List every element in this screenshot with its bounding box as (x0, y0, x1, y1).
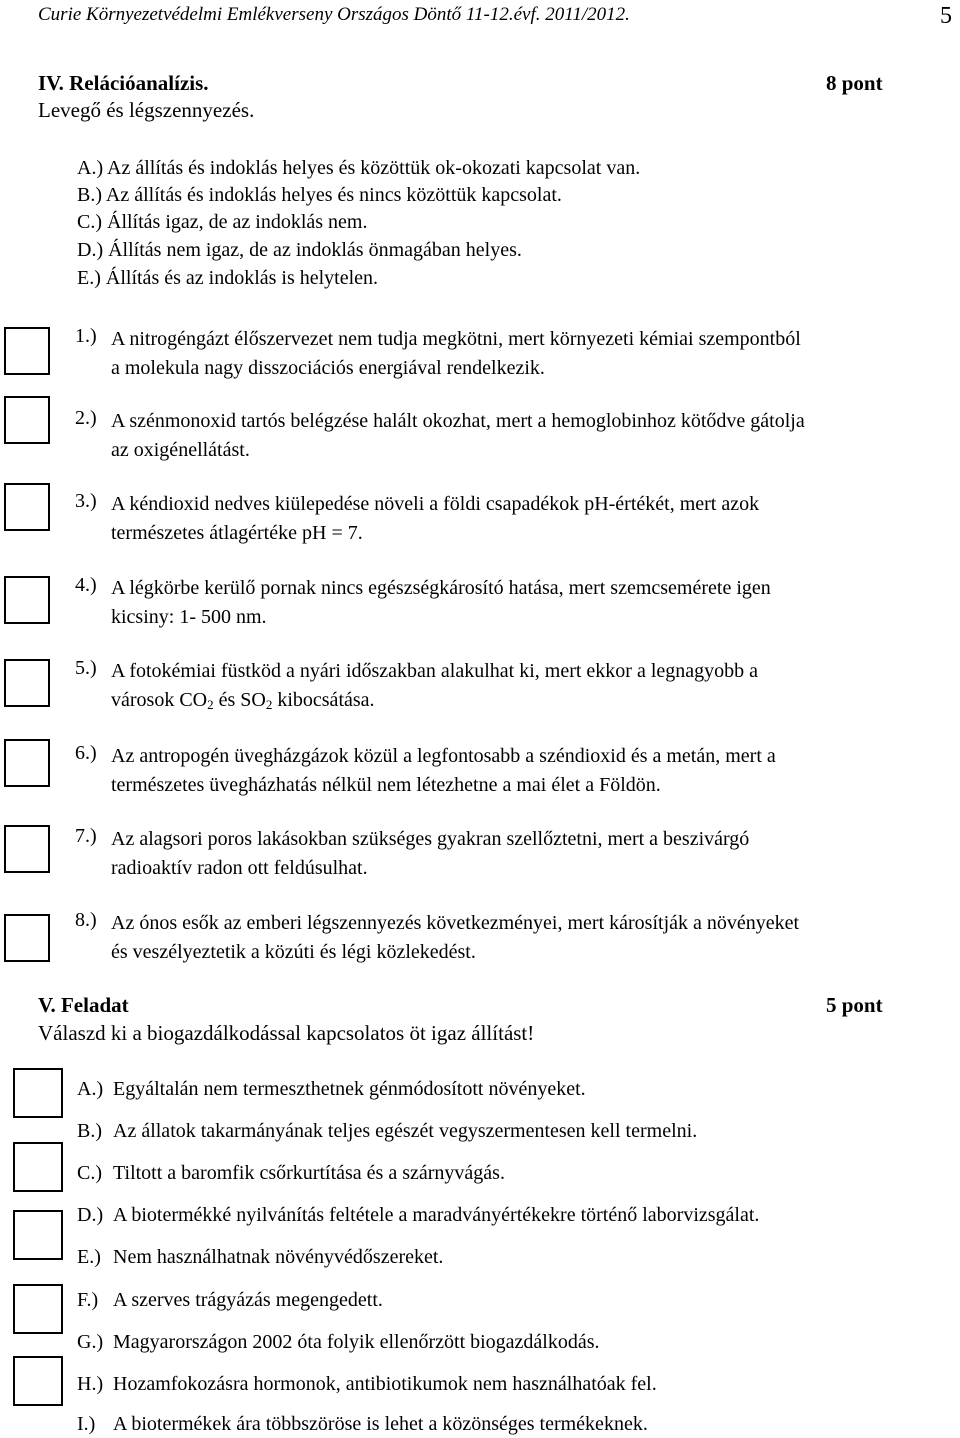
item-number: 6.) (75, 742, 97, 764)
answer-box-3[interactable] (4, 483, 50, 531)
answer-box-6[interactable] (4, 739, 50, 787)
answer-box-v-3[interactable] (13, 1210, 63, 1260)
key-text: Állítás és az indoklás is helytelen. (105, 267, 379, 289)
option-letter: E.) (77, 1246, 101, 1268)
key-item (77, 157, 640, 180)
answer-box-v-4[interactable] (13, 1284, 63, 1334)
option-item (77, 1328, 600, 1356)
option-item (77, 1201, 759, 1229)
option-item (77, 1075, 586, 1103)
item-number: 3.) (75, 490, 97, 512)
option-item (77, 1286, 383, 1314)
item-line: Az alagsori poros lakásokban szükséges gyakran szellőztetni, mert a beszivárgó (111, 828, 750, 850)
option-text: Egyáltalán nem termeszthetnek génmódosított növényeket. (113, 1078, 586, 1100)
key-letter: A.) (77, 157, 104, 179)
answer-box-v-5[interactable] (13, 1356, 63, 1406)
item-number: 1.) (75, 325, 97, 347)
answer-box-7[interactable] (4, 825, 50, 873)
section-iv-points: 8 pont (826, 71, 883, 95)
page-number: 5 (940, 3, 952, 29)
item-number: 2.) (75, 407, 97, 429)
option-letter: G.) (77, 1331, 104, 1353)
running-header: Curie Környezetvédelmi Emlékverseny Országos Döntő 11-12.évf. 2011/2012. (38, 4, 630, 25)
option-text: Nem használhatnak növényvédőszereket. (113, 1246, 444, 1268)
answer-box-v-1[interactable] (13, 1068, 63, 1118)
answer-box-8[interactable] (4, 914, 50, 962)
item-line: természetes átlagértéke pH = 7. (111, 522, 363, 544)
option-letter: I.) (77, 1413, 96, 1435)
section-iv-subtitle: Levegő és légszennyezés. (38, 98, 255, 122)
item-line (111, 686, 957, 715)
option-item (77, 1159, 505, 1187)
key-item (77, 184, 562, 207)
item-line: A fotokémiai füstköd a nyári időszakban alakulhat ki, mert ekkor a legnagyobb a (111, 660, 759, 682)
option-text: Tiltott a baromfik csőrkurtítása és a szárnyvágás. (113, 1162, 505, 1184)
item-number: 4.) (75, 574, 97, 596)
section-v-title: V. Feladat (38, 993, 129, 1017)
item-line: természetes üvegházhatás nélkül nem létezhetne a mai élet a Földön. (111, 774, 661, 796)
item-line: kicsiny: 1- 500 nm. (111, 606, 267, 628)
item-line: és veszélyeztetik a közúti és légi közlekedést. (111, 941, 476, 963)
item-number: 5.) (75, 657, 97, 679)
answer-box-2[interactable] (4, 396, 50, 444)
answer-box-1[interactable] (4, 327, 50, 375)
answer-box-5[interactable] (4, 659, 50, 707)
subscript: 2 (265, 697, 273, 712)
option-text: A biotermékek ára többszöröse is lehet a közönséges termékeknek. (113, 1413, 648, 1435)
item-number: 8.) (75, 909, 97, 931)
section-iv-title: IV. Relációanalízis. (38, 71, 209, 95)
option-letter: C.) (77, 1162, 102, 1184)
section-v-instruction: Válaszd ki a biogazdálkodással kapcsolatos öt igaz állítást! (38, 1021, 535, 1045)
item-text-part: kibocsátása. (272, 689, 375, 711)
item-line: A kéndioxid nedves kiülepedése növeli a földi csapadékok pH-értékét, mert azok (111, 493, 760, 515)
option-letter: A.) (77, 1078, 104, 1100)
option-text: Az állatok takarmányának teljes egészét vegyszermentesen kell termelni. (113, 1120, 698, 1142)
answer-box-v-2[interactable] (13, 1142, 63, 1192)
item-line: Az ónos esők az emberi légszennyezés következményei, mert károsítják a növényeket (111, 912, 800, 934)
key-letter: E.) (77, 267, 101, 289)
key-text: Az állítás és indoklás helyes és nincs közöttük kapcsolat. (105, 184, 562, 206)
key-text: Az állítás és indoklás helyes és közöttük ok-okozati kapcsolat van. (107, 157, 641, 179)
answer-box-4[interactable] (4, 576, 50, 624)
item-line: A szénmonoxid tartós belégzése halált okozhat, mert a hemoglobinhoz kötődve gátolja (111, 410, 805, 432)
option-item (77, 1370, 657, 1398)
option-item (77, 1243, 443, 1271)
key-text: Állítás igaz, de az indoklás nem. (107, 211, 368, 233)
key-letter: D.) (77, 239, 104, 261)
key-letter: B.) (77, 184, 102, 206)
item-line: az oxigénellátást. (111, 439, 250, 461)
key-text: Állítás nem igaz, de az indoklás önmagában helyes. (108, 239, 522, 261)
key-item (77, 239, 522, 262)
subscript: 2 (207, 697, 214, 712)
item-number: 7.) (75, 825, 97, 847)
item-line: a molekula nagy disszociációs energiával rendelkezik. (111, 357, 545, 379)
item-text-part: városok CO (111, 689, 208, 711)
section-v-points: 5 pont (826, 993, 883, 1017)
item-line: Az antropogén üvegházgázok közül a legfontosabb a széndioxid és a metán, mert a (111, 745, 776, 767)
item-line: A légkörbe kerülő pornak nincs egészségkárosító hatása, mert szemcsemérete igen (111, 577, 771, 599)
option-letter: B.) (77, 1120, 102, 1142)
key-item (77, 267, 378, 290)
option-item (77, 1117, 697, 1145)
option-text: Hozamfokozásra hormonok, antibiotikumok nem használhatóak fel. (113, 1373, 657, 1395)
item-text-part: és SO (213, 689, 266, 711)
item-line: A nitrogéngázt élőszervezet nem tudja megkötni, mert környezeti kémiai szempontból (111, 328, 801, 350)
option-text: A biotermékké nyilvánítás feltétele a maradványértékekre történő laborvizsgálat. (113, 1204, 760, 1226)
key-letter: C.) (77, 211, 102, 233)
option-letter: H.) (77, 1373, 104, 1395)
option-letter: F.) (77, 1289, 99, 1311)
option-letter: D.) (77, 1204, 104, 1226)
option-text: Magyarországon 2002 óta folyik ellenőrzött biogazdálkodás. (113, 1331, 600, 1353)
key-item (77, 211, 367, 234)
item-line: radioaktív radon ott feldúsulhat. (111, 857, 368, 879)
option-item (77, 1410, 648, 1438)
option-text: A szerves trágyázás megengedett. (113, 1289, 383, 1311)
